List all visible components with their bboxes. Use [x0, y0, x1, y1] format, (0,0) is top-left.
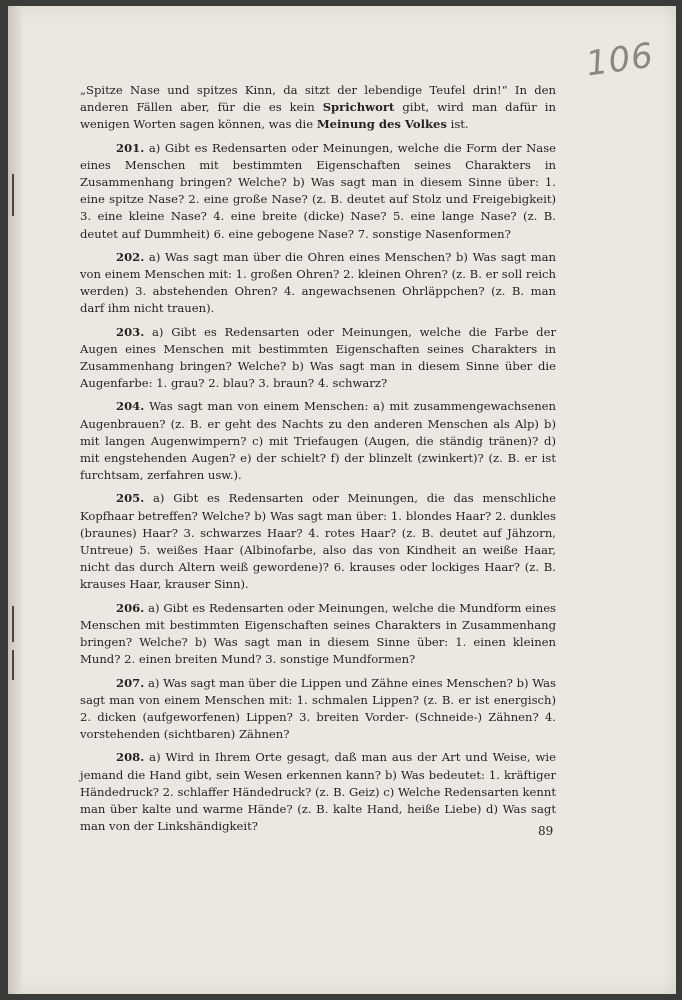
intro-part-2: gibt, wird man dafür in wenigen Worten sagen können, was die: [80, 100, 556, 132]
intro-paragraph: [80, 82, 556, 134]
question-text: a) Gibt es Redensarten oder Meinungen, welche die Farbe der Augen eines Menschen mit bestimmten Eigenschaften seines Charakters in Zusammenhang bringen? Welche? b) Was sagt man in diesem Sinne über die Augenfarbe: 1. grau? 2. blau? 3. braun? 4. schwarz?: [80, 324, 557, 391]
question-number: 205.: [116, 491, 145, 506]
question-208: [80, 749, 556, 835]
question-201: [80, 140, 556, 243]
question-number: 207.: [116, 675, 145, 690]
question-number: 201.: [116, 140, 145, 155]
question-text: a) Was sagt man über die Ohren eines Menschen? b) Was sagt man von einem Menschen mit: 1. großen Ohren? 2. kleinen Ohren? (z. B. er soll reich werden) 3. abstehenden Ohren? 4. angewachsenen Ohrläppchen? (z. B. man darf ihm nicht trauen).: [80, 249, 557, 316]
book-page: [8, 6, 676, 994]
question-number: 203.: [116, 324, 145, 339]
intro-part-3: ist.: [446, 117, 469, 132]
page-number: 89: [538, 824, 554, 838]
question-text: a) Was sagt man über die Lippen und Zähne eines Menschen? b) Was sagt man von einem Menschen mit: 1. schmalen Lippen? (z. B. er ist energisch) 2. dicken (aufgeworfenen) Lippen? 3. breiten Vorder- (Schneide-) Zähnen? 4. vorstehenden (sichtbaren) Zähnen?: [80, 675, 557, 742]
staple-top: [12, 174, 14, 216]
question-207: [80, 675, 556, 744]
question-206: [80, 600, 556, 669]
staple-middle: [12, 606, 14, 642]
staple-bottom: [12, 650, 14, 680]
question-number: 208.: [116, 750, 145, 765]
intro-part-1: „Spitze Nase und spitzes Kinn, da sitzt der lebendige Teufel drin!“ In den anderen Fällen aber, für die es kein: [80, 83, 556, 115]
question-202: [80, 249, 556, 318]
question-text: Was sagt man von einem Menschen: a) mit zusammengewachsenen Augenbrauen? (z. B. er geht des Nachts zu den anderen Menschen als Alp) b) mit langen Augenwimpern? c) mit Triefaugen (Augen, die ständig tränen)? d) mit engstehenden Augen? e) der schielt? f) der blinzelt (zwinkert)? (z. B. er ist furchtsam, zerfahren usw.).: [80, 399, 557, 483]
question-204: [80, 398, 556, 484]
intro-bold-2: Meinung des Volkes: [316, 117, 447, 132]
question-text: a) Wird in Ihrem Orte gesagt, daß man aus der Art und Weise, wie jemand die Hand gibt, sein Wesen erkennen kann? b) Was bedeutet: 1. kräftiger Händedruck? 2. schlaffer Händedruck? (z. B. Geiz) c) Welche Redensarten kennt man über kalte und warme Hände? (z. B. kalte Hand, heiße Liebe) d) Was sagt man von der Linkshändigkeit?: [80, 750, 557, 834]
question-text: a) Gibt es Redensarten oder Meinungen, welche die Mundform eines Menschen mit bestimmten Eigenschaften seines Charakters in Zusammenhang bringen? Welche? b) Was sagt man in diesem Sinne über: 1. einen kleinen Mund? 2. einen breiten Mund? 3. sonstige Mundformen?: [80, 600, 557, 667]
body-text: [80, 82, 556, 841]
page-binding: [8, 6, 22, 994]
question-text: a) Gibt es Redensarten oder Meinungen, die das menschliche Kopfhaar betreffen? Welche? b) Was sagt man über: 1. blondes Haar? 2. dunkles (braunes) Haar? 3. schwarzes Haar? 4. rotes Haar? (z. B. deutet auf Jähzorn, Untreue) 5. weißes Haar (Albinofarbe, also das von Kindheit an weiße Haar, nicht das durch Altern weiß gewordene)? 6. krauses oder lockiges Haar? (z. B. krauses Haar, krauser Sinn).: [80, 491, 556, 592]
question-number: 204.: [116, 399, 145, 414]
question-text: a) Gibt es Redensarten oder Meinungen, welche die Form der Nase eines Menschen mit bestimmten Eigenschaften seines Charakters in Zusammenhang bringen? Welche? b) Was sagt man in diesem Sinne über: 1. eine spitze Nase? 2. eine große Nase? (z. B. deutet auf Stolz und Freigebigkeit) 3. eine kleine Nase? 4. eine breite (dicke) Nase? 5. eine lange Nase? (z. B. deutet auf Dummheit) 6. eine gebogene Nase? 7. sonstige Nasenformen?: [80, 140, 557, 241]
question-205: [80, 490, 556, 593]
intro-bold-1: Sprichwort: [322, 100, 395, 115]
question-number: 202.: [116, 249, 145, 264]
handwritten-folio-number: 106: [583, 35, 657, 85]
question-203: [80, 324, 556, 393]
question-number: 206.: [116, 600, 145, 615]
